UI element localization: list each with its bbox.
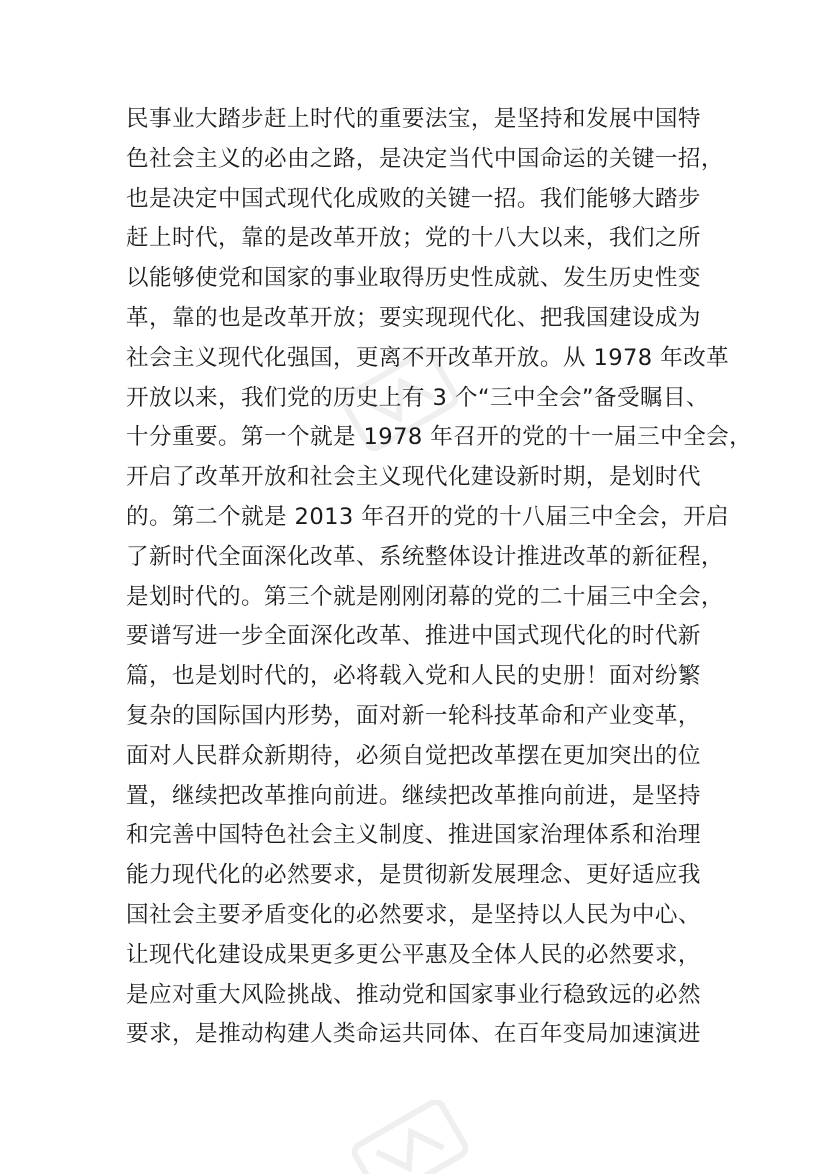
text-line: 能力现代化的必然要求，是贯彻新发展理念、更好适应我 bbox=[126, 862, 701, 889]
text-line: 复杂的国际国内形势，面对新一轮科技革命和产业变革， bbox=[126, 702, 701, 729]
text-line: 是应对重大风险挑战、推动党和国家事业行稳致远的必然 bbox=[126, 981, 701, 1008]
text-line: 社会主义现代化强国，更离不开改革开放。从 1978 年改革 bbox=[126, 344, 730, 371]
text-line: 开启了改革开放和社会主义现代化建设新时期，是划时代 bbox=[126, 464, 701, 491]
text-line: 开放以来，我们党的历史上有 3 个“三中全会”备受瞩目、 bbox=[126, 384, 710, 411]
text-line: 国社会主要矛盾变化的必然要求，是坚持以人民为中心、 bbox=[126, 901, 701, 928]
text-line: 要求，是推动构建人类命运共同体、在百年变局加速演进 bbox=[126, 1021, 701, 1048]
text-line: 革，靠的也是改革开放；要实现现代化、把我国建设成为 bbox=[126, 304, 701, 331]
text-line: 赶上时代，靠的是改革开放；党的十八大以来，我们之所 bbox=[126, 225, 701, 252]
text-line: 置，继续把改革推向前进。继续把改革推向前进，是坚持 bbox=[126, 782, 701, 809]
text-line: 民事业大踏步赶上时代的重要法宝，是坚持和发展中国特 bbox=[126, 106, 701, 132]
text-line: 了新时代全面深化改革、系统整体设计推进改革的新征程， bbox=[126, 543, 724, 570]
text-line: 的。第二个就是 2013 年召开的党的十八届三中全会，开启 bbox=[126, 503, 730, 530]
text-line: 要谱写进一步全面深化改革、推进中国式现代化的时代新 bbox=[126, 623, 701, 650]
text-line: 和完善中国特色社会主义制度、推进国家治理体系和治理 bbox=[126, 822, 701, 849]
text-line: 十分重要。第一个就是 1978 年召开的党的十一届三中全会， bbox=[126, 424, 753, 451]
body-text bbox=[126, 100, 753, 1055]
text-line: 以能够使党和国家的事业取得历史性成就、发生历史性变 bbox=[126, 265, 701, 292]
watermark-graphic-bottom bbox=[330, 1100, 490, 1174]
text-line: 面对人民群众新期待，必须自觉把改革摆在更加突出的位 bbox=[126, 742, 701, 769]
text-line: 色社会主义的必由之路，是决定当代中国命运的关键一招， bbox=[126, 145, 724, 172]
text-line: 篇，也是划时代的，必将载入党和人民的史册！面对纷繁 bbox=[126, 663, 701, 690]
text-line: 是划时代的。第三个就是刚刚闭幕的党的二十届三中全会， bbox=[126, 583, 724, 610]
text-line: 让现代化建设成果更多更公平惠及全体人民的必然要求， bbox=[126, 941, 701, 968]
text-line: 也是决定中国式现代化成败的关键一招。我们能够大踏步 bbox=[126, 185, 701, 212]
